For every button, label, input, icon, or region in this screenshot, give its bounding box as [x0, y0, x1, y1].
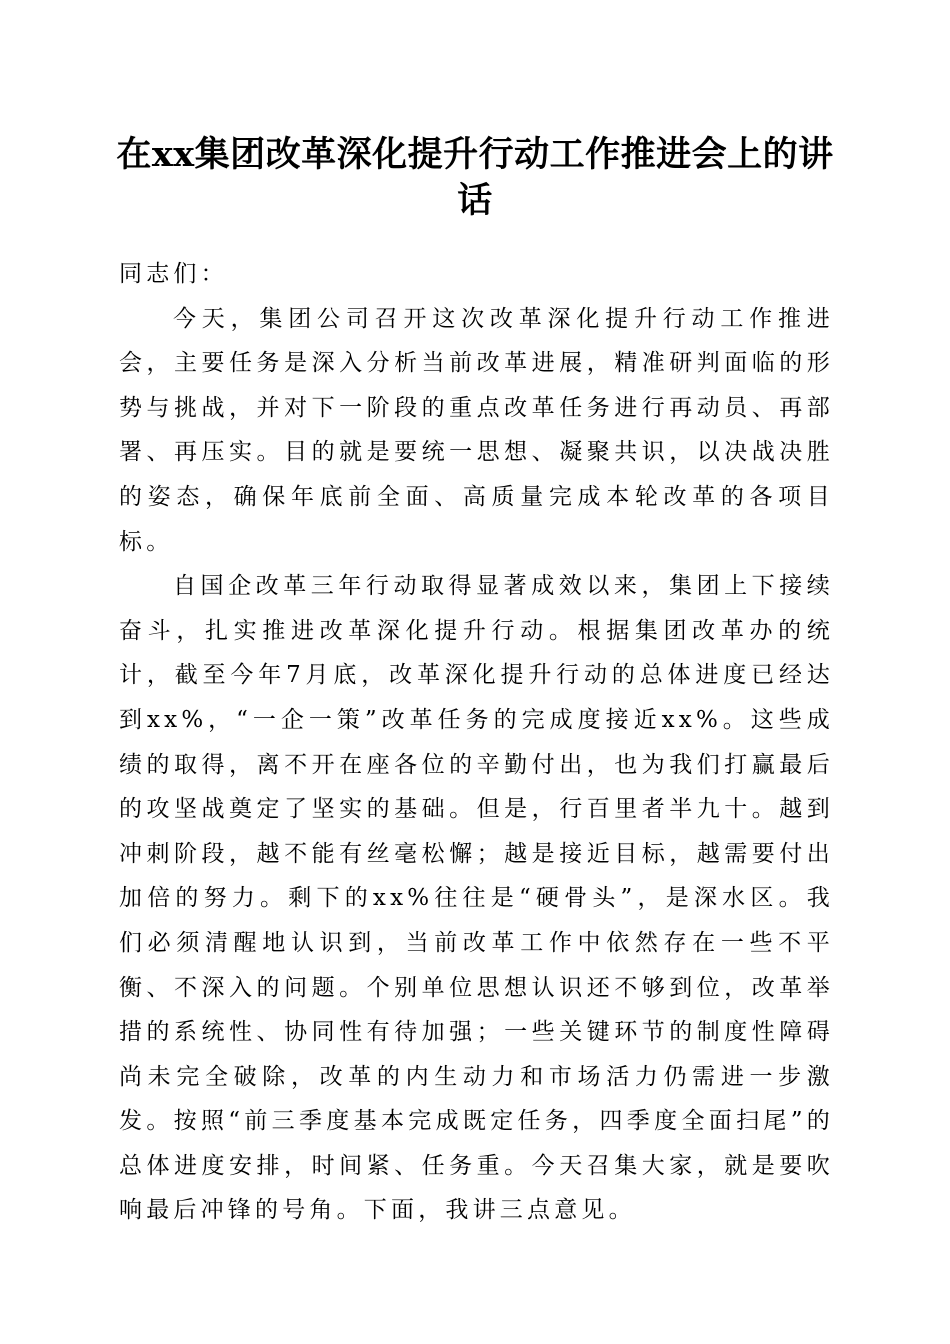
document-title: 在xx集团改革深化提升行动工作推进会上的讲话 — [116, 134, 834, 221]
salutation: 同志们： — [119, 261, 228, 287]
document-body — [119, 252, 834, 1233]
paragraph-1: 今天，集团公司召开这次改革深化提升行动工作推进会，主要任务是深入分析当前改革进展，精准研判面临的形势与挑战，并对下一阶段的重点改革任务进行再动员、再部署、再压实。目的就是要统一思想、凝聚共识，以决战决胜的姿态，确保年底前全面、高质量完成本轮改革的各项目标。 — [119, 305, 834, 555]
paragraph-2: 自国企改革三年行动取得显著成效以来，集团上下接续奋斗，扎实推进改革深化提升行动。根据集团改革办的统计，截至今年7月底，改革深化提升行动的总体进度已经达到xx%，“一企一策”改革任务的完成度接近xx%。这些成绩的取得，离不开在座各位的辛勤付出，也为我们打赢最后的攻坚战奠定了坚实的基础。但是，行百里者半九十。越到冲刺阶段，越不能有丝毫松懈；越是接近目标，越需要付出加倍的努力。剩下的xx%往往是“硬骨头”，是深水区。我们必须清醒地认识到，当前改革工作中依然存在一些不平衡、不深入的问题。个别单位思想认识还不够到位，改革举措的系统性、协同性有待加强；一些关键环节的制度性障碍尚未完全破除，改革的内生动力和市场活力仍需进一步激发。按照“前三季度基本完成既定任务，四季度全面扫尾”的总体进度安排，时间紧、任务重。今天召集大家，就是要吹响最后冲锋的号角。下面，我讲三点意见。 — [119, 573, 834, 1224]
